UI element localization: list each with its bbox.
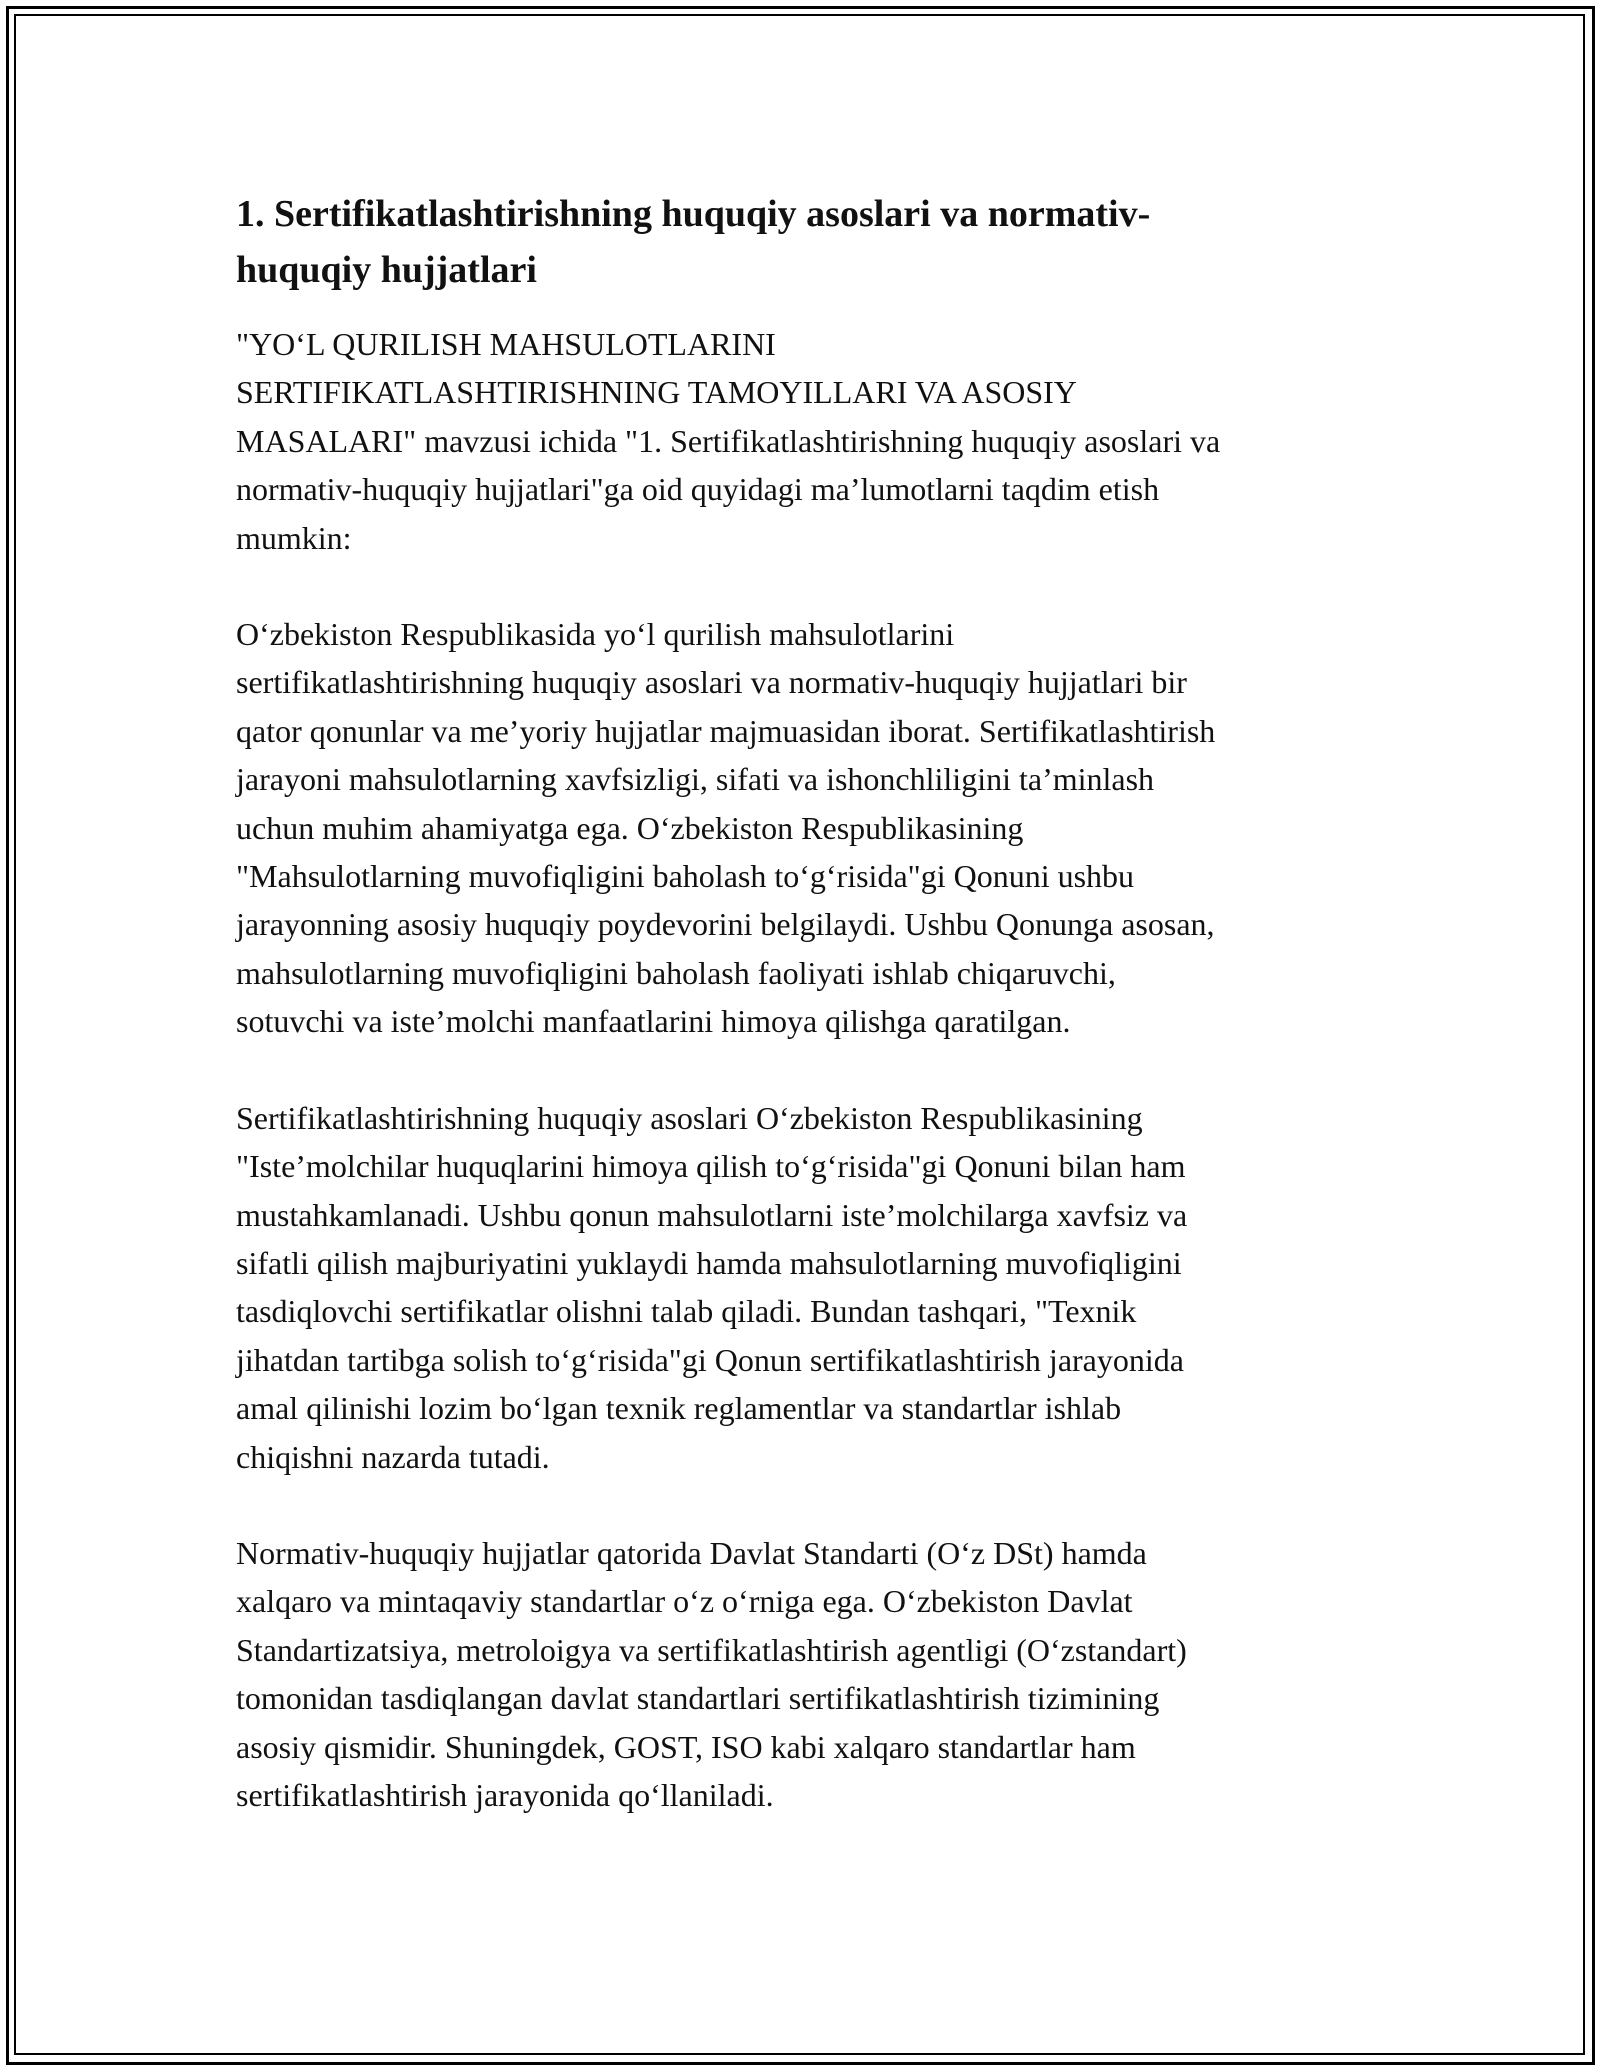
paragraph-intro: "YO‘L QURILISH MAHSULOTLARINI SERTIFIKATLASHTIRISHNING TAMOYILLARI VA ASOSIY MASALARI" mavzusi ichida "1. Sertifikatlashtirishning huquqiy asoslari va normativ-huquqiy hujjatlari"ga oid quyidagi ma’lumotlarni taqdim etish mumkin:: [236, 326, 1221, 556]
paragraph-standards: Normativ-huquqiy hujjatlar qatorida Davlat Standarti (O‘z DSt) hamda xalqaro va mintaqaviy standartlar o‘z o‘rniga ega. O‘zbekiston Davlat Standartizatsiya, metroloigya va sertifikatlashtirish agentligi (O‘zstandart) tomonidan tasdiqlangan davlat standartlari sertifikatlashtirish tizimining asosiy qismidir. Shuningdek, GOST, ISO kabi xalqaro standartlar ham sertifikatlashtirish jarayonida qo‘llaniladi.: [236, 1534, 1187, 1813]
paragraph-consumer-law: Sertifikatlashtirishning huquqiy asoslari O‘zbekiston Respublikasining "Iste’molchilar huquqlarini himoya qilish to‘g‘risida"gi Qonuni bilan ham mustahkamlanadi. Ushbu qonun mahsulotlarni iste’molchilarga xavfsiz va sifatli qilish majburiyatini yuklaydi hamda mahsulotlarning muvofiqligini tasdiqlovchi sertifikatlar olishni talab qiladi. Bundan tashqari, "Texnik jihatdan tartibga solish to‘g‘risida"gi Qonun sertifikatlashtirish jarayonida amal qilinishi lozim bo‘lgan texnik reglamentlar va standartlar ishlab chiqishni nazarda tutadi.: [236, 1099, 1188, 1475]
paragraph-legal-basis: O‘zbekiston Respublikasida yo‘l qurilish mahsulotlarini sertifikatlashtirishning huquqiy asoslari va normativ-huquqiy hujjatlari bir qator qonunlar va me’yoriy hujjatlar majmuasidan iborat. Sertifikatlashtirish jarayoni mahsulotlarning xavfsizligi, sifati va ishonchliligini ta’minlash uchun muhim ahamiyatga ega. O‘zbekiston Respublikasining "Mahsulotlarning muvofiqligini baholash to‘g‘risida"gi Qonuni ushbu jarayonning asosiy huquqiy poydevorini belgilaydi. Ushbu Qonunga asosan, mahsulotlarning muvofiqligini baholash faoliyati ishlab chiqaruvchi, sotuvchi va iste’molchi manfaatlarini himoya qilishga qaratilgan.: [236, 616, 1216, 1040]
section-title: 1. Sertifikatlashtirishning huquqiy asoslari va normativ- huquqiy hujjatlari: [236, 193, 1151, 291]
document-body: [236, 186, 1366, 1867]
